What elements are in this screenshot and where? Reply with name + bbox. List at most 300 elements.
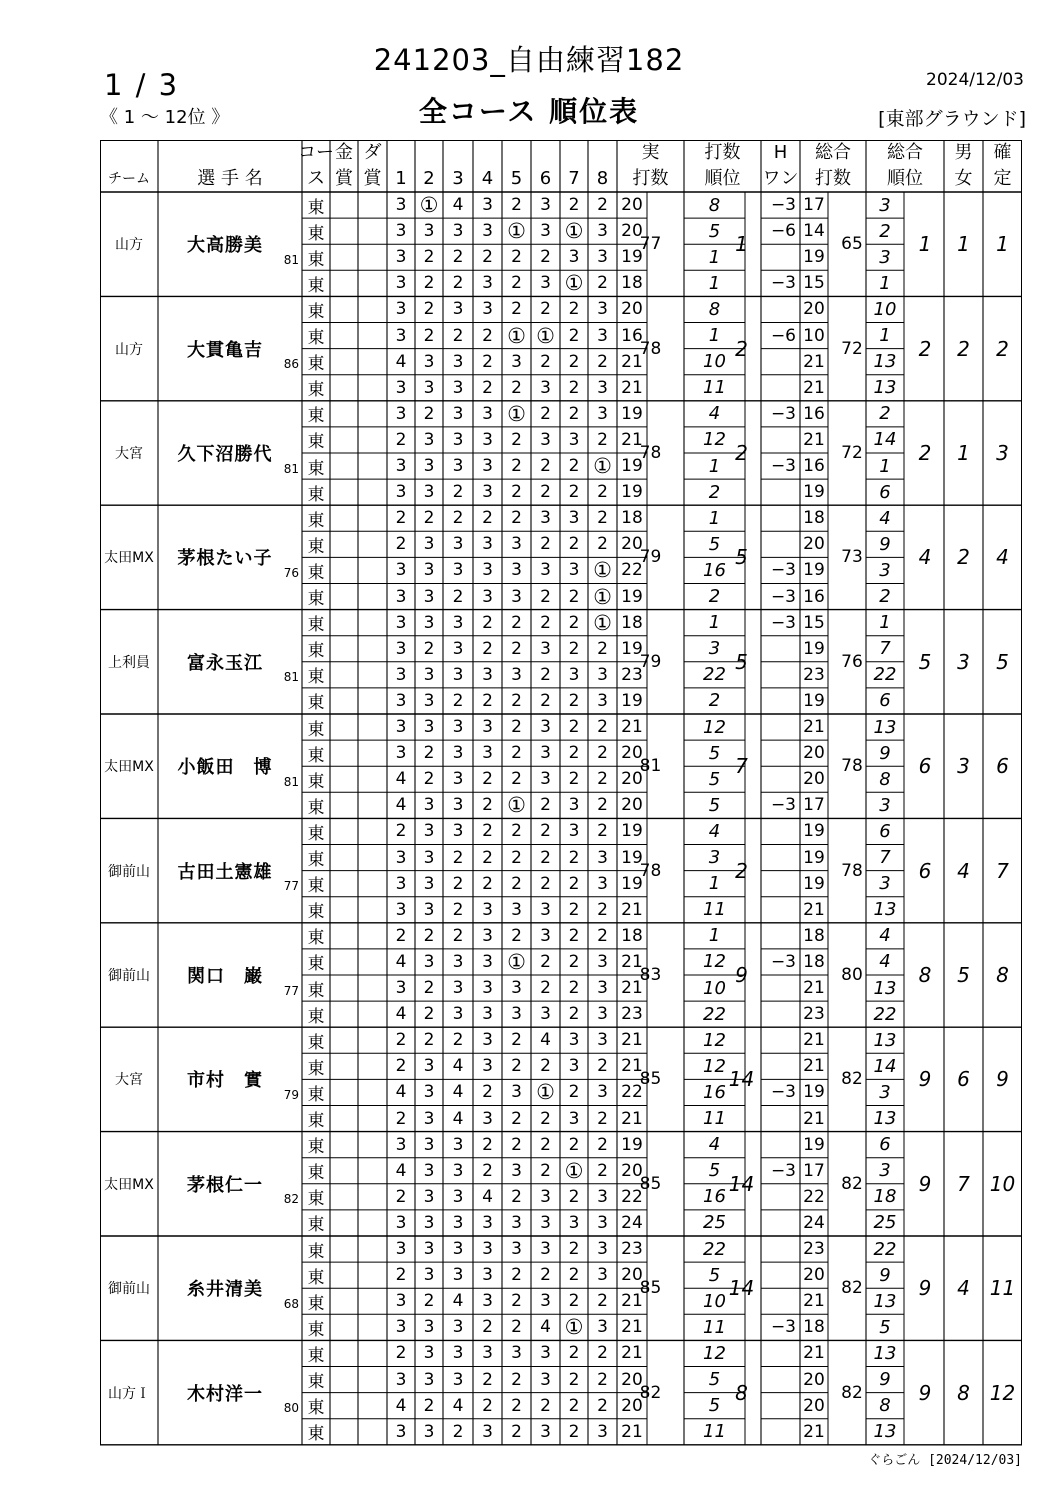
round-course: 東 [307,850,325,871]
player-confirmed-rank: 11 [989,1276,1016,1301]
hole-score: 2 [511,508,522,529]
hole-score: 2 [568,351,580,372]
hole-score: 2 [423,638,435,659]
player-total-rank: 6 [918,754,932,779]
round-sum: 21 [621,1317,643,1338]
hole-score: 3 [423,1082,435,1103]
hole-score: 2 [511,925,522,946]
hole-score: 3 [540,560,551,581]
hole-score: 3 [423,1108,435,1129]
hole-score: 2 [540,821,551,842]
round-sum: 20 [621,769,643,790]
hole-score: 3 [395,482,407,503]
round-sum: 22 [621,560,643,581]
hole-score: 3 [423,1239,435,1260]
column-header-strokes-rank-bottom: 順位 [704,168,741,189]
hole-score: 2 [423,1030,435,1051]
round-sum: 21 [621,1030,643,1051]
round-net: 19 [803,482,825,503]
player-total-rank: 4 [918,545,932,570]
hole-score: 3 [423,586,435,607]
hole-score: 3 [423,221,435,242]
round-rank: 5 [708,1369,721,1391]
hole-score: 2 [482,821,493,842]
hole-score: 3 [423,690,435,711]
player-strokes-rank: 2 [735,440,748,465]
round-course: 東 [307,1189,325,1210]
hole-score: 3 [540,1004,551,1025]
round-net: 18 [803,951,825,972]
round-hole-in-one [761,1210,800,1236]
round-course: 東 [307,667,325,688]
hole-score: 2 [482,873,493,894]
hole-score: 2 [511,1395,522,1416]
round-sum: 20 [621,743,643,764]
round-net-rank: 18 [873,1186,897,1208]
round-net: 22 [803,1186,825,1207]
round-net: 19 [803,1134,825,1155]
hole-score: 3 [568,1056,580,1077]
hole-score: 2 [568,743,580,764]
round-net-rank: 3 [879,246,891,268]
round-net-rank: 3 [879,1160,891,1182]
round-net: 19 [803,247,825,268]
round-sum: 19 [621,873,643,894]
hole-score: 3 [568,508,580,529]
round-hole-in-one [761,871,800,897]
round-rank: 16 [703,559,726,581]
round-hole-in-one: −3 [770,951,796,972]
round-net: 17 [803,195,825,216]
player-total: 65 [841,234,863,255]
hole-score: 2 [395,1030,407,1051]
hole-score: 3 [395,717,407,738]
round-net: 15 [803,273,825,294]
round-sum: 20 [621,534,643,555]
round-net: 20 [803,769,825,790]
hole-score: 4 [452,1291,464,1312]
hole-score: 3 [482,482,493,503]
player-name: 久下沼勝代 [177,443,273,465]
hole-score: 3 [482,899,493,920]
hole-score: 3 [423,1265,435,1286]
hole-score: 3 [482,743,493,764]
column-header-hole-5: 5 [510,168,523,189]
hole-score: 2 [568,899,580,920]
hole-score: 2 [452,586,464,607]
hole-score: 4 [395,795,407,816]
hole-score: 2 [395,925,407,946]
player-strokes-rank: 8 [735,1380,748,1405]
hole-score: 2 [423,299,435,320]
round-hole-in-one [761,662,800,688]
player-confirmed-rank: 7 [996,858,1009,883]
round-sum: 18 [621,925,643,946]
hole-score: 2 [568,456,580,477]
hole-score: 3 [423,1369,435,1390]
round-rank: 2 [708,690,721,712]
hole-score: 3 [511,1004,522,1025]
round-net-rank: 3 [879,194,891,216]
round-net: 19 [803,560,825,581]
hole-score: 2 [597,821,608,842]
round-net-rank: 13 [873,1342,897,1364]
player-age: 68 [283,1296,299,1311]
hole-score: 2 [511,743,522,764]
round-net-rank: 13 [873,1108,897,1130]
round-course: 東 [307,380,325,401]
player-total: 78 [841,860,863,881]
player-total-rank: 2 [918,336,932,361]
round-net-rank: 22 [873,664,897,686]
round-course: 東 [307,954,325,975]
player-team: 太田MX [104,550,154,567]
round-course: 東 [307,328,325,349]
round-net: 21 [803,1056,825,1077]
hole-score: 3 [452,377,464,398]
round-net-rank: 6 [879,1134,891,1156]
hole-score: 3 [540,899,551,920]
round-hole-in-one [761,1001,800,1027]
hole-score: 3 [597,325,608,346]
hole-score: 2 [568,769,580,790]
player-name: 市村 實 [187,1070,263,1092]
hole-score: 2 [482,351,493,372]
round-sum: 22 [621,1186,643,1207]
round-course: 東 [307,719,325,740]
hole-score: 2 [395,508,407,529]
hole-score: 3 [482,221,493,242]
hole-score: ① [507,219,526,244]
hole-score: ① [564,271,584,296]
hole-score: 3 [568,1108,580,1129]
hole-score: 3 [597,978,608,999]
player-gender-rank: 2 [957,545,970,570]
round-net: 16 [803,586,825,607]
player-gender-rank: 4 [957,858,970,883]
player-age: 81 [283,252,299,267]
column-header-hole-in-one-top: H [773,142,788,163]
hole-score: 2 [482,769,493,790]
hole-score: 3 [540,273,551,294]
hole-score: 3 [423,351,435,372]
player-total: 78 [841,756,863,777]
round-rank: 8 [708,298,721,320]
hole-score: 2 [482,1369,493,1390]
round-net: 24 [803,1212,825,1233]
round-course: 東 [307,1058,325,1079]
hole-score: 3 [423,377,435,398]
player-strokes-rank: 7 [735,754,748,779]
hole-score: 2 [395,1056,407,1077]
hole-score: 2 [511,377,522,398]
hole-score: 3 [395,560,407,581]
round-sum: 19 [621,403,643,424]
round-hole-in-one [761,1132,800,1158]
round-sum: 20 [621,795,643,816]
hole-score: 2 [540,664,551,685]
hole-score: 2 [395,821,407,842]
hole-score: 2 [568,1239,580,1260]
hole-score: 2 [423,247,435,268]
hole-score: 3 [395,299,407,320]
round-rank: 5 [708,794,721,816]
player-strokes-rank: 2 [735,336,748,361]
round-net-rank: 1 [879,272,891,294]
player-strokes-rank: 14 [728,1171,755,1196]
player-total-rank: 9 [918,1067,932,1092]
hole-score: 4 [452,195,464,216]
hole-score: 3 [395,1134,407,1155]
player-name: 小飯田 博 [177,757,273,779]
round-net: 21 [803,1291,825,1312]
hole-score: 3 [423,560,435,581]
hole-score: 2 [597,795,608,816]
player-actual-strokes: 79 [639,547,662,568]
round-course: 東 [307,928,325,949]
round-net: 17 [803,795,825,816]
round-net: 23 [803,1004,825,1025]
hole-score: ① [507,793,526,818]
round-net-rank: 25 [873,1212,897,1234]
round-net-rank: 8 [879,768,891,790]
player-actual-strokes: 85 [639,1278,662,1299]
round-hole-in-one [761,1340,800,1366]
hole-score: 2 [597,351,608,372]
hole-score: 3 [452,560,464,581]
hole-score: 3 [395,1369,407,1390]
hole-score: 3 [540,195,551,216]
hole-score: 3 [452,1134,464,1155]
hole-score: 3 [511,1212,522,1233]
hole-score: 2 [597,925,608,946]
hole-score: 3 [568,560,580,581]
player-gender-rank: 8 [957,1380,970,1405]
hole-score: 2 [423,403,435,424]
hole-score: 2 [395,429,407,450]
hole-score: 2 [452,247,464,268]
round-hole-in-one [761,1053,800,1079]
round-sum: 21 [621,429,643,450]
hole-score: 3 [597,951,608,972]
round-course: 東 [307,301,325,322]
round-sum: 19 [621,690,643,711]
hole-score: 3 [540,1343,551,1364]
round-course: 東 [307,1267,325,1288]
round-course: 東 [307,1319,325,1340]
hole-score: 3 [482,1004,493,1025]
hole-score: 2 [597,743,608,764]
player-strokes-rank: 5 [735,545,748,570]
hole-score: 2 [568,1369,580,1390]
column-header-kinsho-bottom: 賞 [335,168,353,189]
hole-score: 3 [540,925,551,946]
player-actual-strokes: 81 [639,756,662,777]
player-gender-rank: 4 [957,1276,970,1301]
player-total: 80 [841,964,863,985]
round-sum: 20 [621,1395,643,1416]
hole-score: 2 [511,273,522,294]
hole-score: 3 [452,717,464,738]
hole-score: 2 [597,899,608,920]
round-net: 23 [803,1239,825,1260]
round-hole-in-one [761,897,800,923]
hole-score: 3 [423,612,435,633]
player-gender-rank: 1 [957,232,970,257]
hole-score: 3 [597,1239,608,1260]
hole-score: 3 [597,247,608,268]
round-hole-in-one [761,1419,800,1445]
hole-score: ① [536,1080,555,1105]
hole-score: ① [536,323,555,348]
hole-score: 2 [597,717,608,738]
player-total-rank: 9 [918,1276,932,1301]
hole-score: 2 [452,1421,464,1442]
round-net: 23 [803,664,825,685]
hole-score: 2 [568,1343,580,1364]
round-sum: 16 [621,325,643,346]
hole-score: 3 [482,978,493,999]
hole-score: 3 [511,560,522,581]
round-hole-in-one: −3 [770,795,796,816]
hole-score: 3 [540,1369,551,1390]
player-gender-rank: 3 [957,649,970,674]
hole-score: 3 [597,1212,608,1233]
hole-score: 3 [423,1134,435,1155]
round-sum: 20 [621,195,643,216]
column-header-team: チーム [108,171,150,187]
hole-score: 2 [540,951,551,972]
hole-score: 3 [452,1160,464,1181]
hole-score: 2 [540,873,551,894]
round-course: 東 [307,1398,325,1419]
hole-score: 3 [395,690,407,711]
hole-score: 3 [423,534,435,555]
hole-score: 2 [511,1265,522,1286]
hole-score: 2 [423,925,435,946]
hole-score: 2 [452,847,464,868]
hole-score: 2 [568,717,580,738]
round-net-rank: 13 [873,977,897,999]
hole-score: 3 [452,456,464,477]
hole-score: 3 [597,1186,608,1207]
hole-score: 2 [511,247,522,268]
hole-score: 3 [452,664,464,685]
round-sum: 19 [621,247,643,268]
round-course: 東 [307,641,325,662]
hole-score: 3 [597,1082,608,1103]
column-header-strokes-rank-top: 打数 [704,142,741,163]
player-team: 大宮 [115,1072,143,1089]
round-course: 東 [307,1111,325,1132]
round-course: 東 [307,249,325,270]
hole-score: 3 [597,1030,608,1051]
round-net-rank: 2 [879,586,891,608]
round-rank: 5 [708,768,721,790]
hole-score: 3 [423,873,435,894]
round-sum: 20 [621,1369,643,1390]
round-net-rank: 9 [879,1264,891,1286]
player-gender-rank: 1 [957,440,970,465]
hole-score: 2 [482,1317,493,1338]
round-hole-in-one: −3 [770,612,796,633]
hole-score: 2 [511,1317,522,1338]
player-name: 関口 巌 [187,965,263,987]
player-strokes-rank: 2 [735,858,748,883]
player-age: 82 [283,1192,299,1207]
hole-score: 3 [423,951,435,972]
column-header-actual-bottom: 打数 [632,168,669,189]
round-rank: 12 [703,1342,726,1364]
hole-score: 2 [452,1030,464,1051]
round-rank: 22 [703,1238,726,1260]
round-course: 東 [307,1215,325,1236]
hole-score: 3 [395,1317,407,1338]
round-net-rank: 9 [879,1369,891,1391]
round-hole-in-one [761,531,800,557]
hole-score: ① [593,558,612,583]
player-total: 72 [841,338,863,359]
hole-score: 3 [423,1212,435,1233]
round-course: 東 [307,432,325,453]
hole-score: 3 [423,1317,435,1338]
round-net: 20 [803,1369,825,1390]
hole-score: 3 [597,873,608,894]
round-sum: 19 [621,1134,643,1155]
hole-score: 2 [568,1395,580,1416]
hole-score: 4 [395,769,407,790]
hole-score: 3 [482,299,493,320]
hole-score: 2 [511,299,522,320]
column-header-course-top: コー [298,142,334,163]
player-total: 82 [841,1382,863,1403]
round-net: 19 [803,1082,825,1103]
hole-score: 2 [540,612,551,633]
hole-score: 3 [452,821,464,842]
hole-score: 2 [423,273,435,294]
column-header-dasho-bottom: 賞 [363,168,382,189]
round-rank: 2 [708,586,721,608]
hole-score: 3 [452,978,464,999]
hole-score: 2 [568,690,580,711]
hole-score: 2 [540,299,551,320]
hole-score: 2 [511,429,522,450]
round-hole-in-one [761,296,800,322]
column-header-confirmed-top: 確 [993,142,1012,163]
player-team: 山方Ｉ [108,1385,150,1402]
hole-score: 2 [511,1291,522,1312]
hole-score: 3 [423,664,435,685]
hole-score: 2 [568,1134,580,1155]
player-age: 79 [283,1088,299,1103]
hole-score: 3 [482,717,493,738]
hole-score: 2 [597,429,608,450]
hole-score: 4 [395,351,407,372]
round-net: 21 [803,377,825,398]
round-sum: 19 [621,847,643,868]
hole-score: 2 [511,1056,522,1077]
hole-score: 3 [597,1004,608,1025]
rank-range: 《 1 ～ 12位 》 [100,107,230,128]
hole-score: 2 [482,847,493,868]
round-rank: 25 [703,1212,726,1234]
round-course: 東 [307,1084,325,1105]
venue: [東部グラウンド] [878,108,1026,130]
hole-score: 3 [395,1239,407,1260]
round-hole-in-one [761,1367,800,1393]
hole-score: 3 [395,978,407,999]
hole-score: 2 [482,377,493,398]
